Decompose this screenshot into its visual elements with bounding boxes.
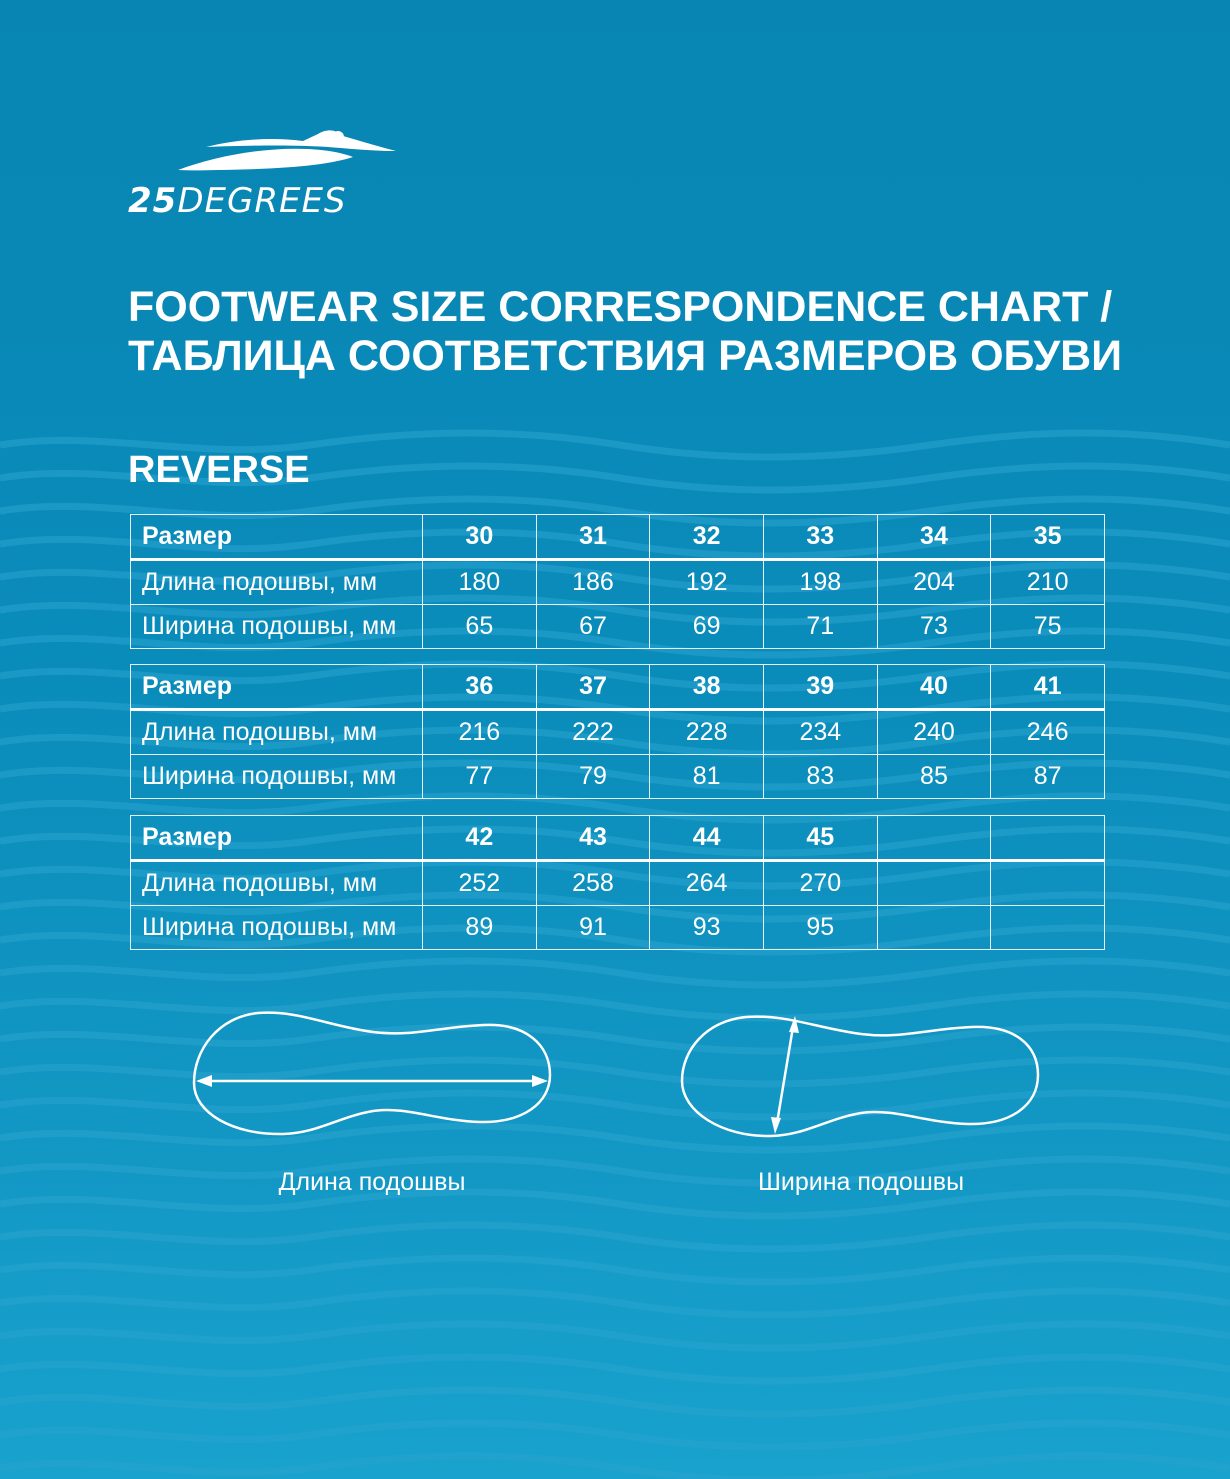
width-row bbox=[131, 755, 1105, 799]
model-name: REVERSE bbox=[128, 449, 310, 491]
arrow-left-icon bbox=[196, 1075, 212, 1087]
width-row-label: Ширина подошвы, мм bbox=[131, 605, 423, 649]
width-row-label: Ширина подошвы, мм bbox=[131, 755, 423, 799]
length-row bbox=[131, 861, 1105, 906]
length-cell: 264 bbox=[650, 861, 764, 906]
page-title bbox=[128, 283, 1128, 381]
width-cell: 67 bbox=[536, 605, 650, 649]
size-table-1 bbox=[130, 514, 1105, 649]
length-cell: 258 bbox=[536, 861, 650, 906]
size-cell bbox=[991, 816, 1105, 861]
size-cell: 39 bbox=[763, 665, 877, 710]
width-cell: 95 bbox=[763, 906, 877, 950]
length-row-label: Длина подошвы, мм bbox=[131, 861, 423, 906]
swimmer-icon bbox=[178, 125, 398, 175]
size-cell: 36 bbox=[423, 665, 537, 710]
sole-length-diagram bbox=[188, 1005, 558, 1145]
length-cell: 216 bbox=[423, 710, 537, 755]
size-row bbox=[131, 816, 1105, 861]
width-cell: 79 bbox=[536, 755, 650, 799]
size-cell: 42 bbox=[423, 816, 537, 861]
width-cell: 71 bbox=[763, 605, 877, 649]
size-cell: 41 bbox=[991, 665, 1105, 710]
sole-outline-icon bbox=[194, 1013, 550, 1134]
width-cell bbox=[877, 906, 991, 950]
width-cell: 65 bbox=[423, 605, 537, 649]
length-cell: 204 bbox=[877, 560, 991, 605]
size-cell: 34 bbox=[877, 515, 991, 560]
logo-number: 25 bbox=[128, 181, 178, 221]
size-cell: 33 bbox=[763, 515, 877, 560]
size-table-2 bbox=[130, 664, 1105, 799]
width-cell: 73 bbox=[877, 605, 991, 649]
size-row bbox=[131, 515, 1105, 560]
width-row bbox=[131, 906, 1105, 950]
size-cell: 45 bbox=[763, 816, 877, 861]
length-cell: 240 bbox=[877, 710, 991, 755]
size-cell bbox=[877, 816, 991, 861]
size-row bbox=[131, 665, 1105, 710]
width-cell: 91 bbox=[536, 906, 650, 950]
length-cell: 210 bbox=[991, 560, 1105, 605]
arrow-down-icon bbox=[771, 1117, 781, 1134]
width-cell: 75 bbox=[991, 605, 1105, 649]
length-cell: 186 bbox=[536, 560, 650, 605]
size-cell: 35 bbox=[991, 515, 1105, 560]
width-cell: 89 bbox=[423, 906, 537, 950]
length-cell bbox=[991, 861, 1105, 906]
size-cell: 38 bbox=[650, 665, 764, 710]
size-cell: 43 bbox=[536, 816, 650, 861]
length-row bbox=[131, 710, 1105, 755]
length-cell: 234 bbox=[763, 710, 877, 755]
sole-width-diagram bbox=[676, 1005, 1046, 1145]
size-cell: 37 bbox=[536, 665, 650, 710]
length-cell: 246 bbox=[991, 710, 1105, 755]
sole-outline-icon bbox=[682, 1017, 1038, 1136]
length-cell: 180 bbox=[423, 560, 537, 605]
width-cell: 69 bbox=[650, 605, 764, 649]
length-caption: Длина подошвы bbox=[278, 1168, 466, 1196]
size-row-label: Размер bbox=[131, 515, 423, 560]
width-cell: 83 bbox=[763, 755, 877, 799]
width-cell: 85 bbox=[877, 755, 991, 799]
width-row-label: Ширина подошвы, мм bbox=[131, 906, 423, 950]
length-cell: 270 bbox=[763, 861, 877, 906]
width-caption: Ширина подошвы bbox=[757, 1168, 965, 1196]
title-line-english: FOOTWEAR SIZE CORRESPONDENCE CHART / bbox=[128, 283, 1113, 331]
size-row-label: Размер bbox=[131, 665, 423, 710]
size-cell: 30 bbox=[423, 515, 537, 560]
size-cell: 32 bbox=[650, 515, 764, 560]
width-cell: 77 bbox=[423, 755, 537, 799]
brand-logo bbox=[128, 125, 378, 220]
length-cell: 222 bbox=[536, 710, 650, 755]
length-cell: 252 bbox=[423, 861, 537, 906]
length-row bbox=[131, 560, 1105, 605]
size-row-label: Размер bbox=[131, 816, 423, 861]
size-cell: 40 bbox=[877, 665, 991, 710]
length-cell: 198 bbox=[763, 560, 877, 605]
width-cell: 87 bbox=[991, 755, 1105, 799]
length-row-label: Длина подошвы, мм bbox=[131, 710, 423, 755]
size-cell: 44 bbox=[650, 816, 764, 861]
arrow-up-icon bbox=[789, 1016, 799, 1033]
logo-word: DEGREES bbox=[177, 181, 347, 221]
width-cell bbox=[991, 906, 1105, 950]
length-cell: 228 bbox=[650, 710, 764, 755]
size-cell: 31 bbox=[536, 515, 650, 560]
length-row-label: Длина подошвы, мм bbox=[131, 560, 423, 605]
length-cell bbox=[877, 861, 991, 906]
size-table-3 bbox=[130, 815, 1105, 950]
width-cell: 93 bbox=[650, 906, 764, 950]
title-line-russian: ТАБЛИЦА СООТВЕТСТВИЯ РАЗМЕРОВ ОБУВИ bbox=[128, 332, 1123, 380]
width-row bbox=[131, 605, 1105, 649]
arrow-right-icon bbox=[532, 1075, 548, 1087]
length-cell: 192 bbox=[650, 560, 764, 605]
width-cell: 81 bbox=[650, 755, 764, 799]
